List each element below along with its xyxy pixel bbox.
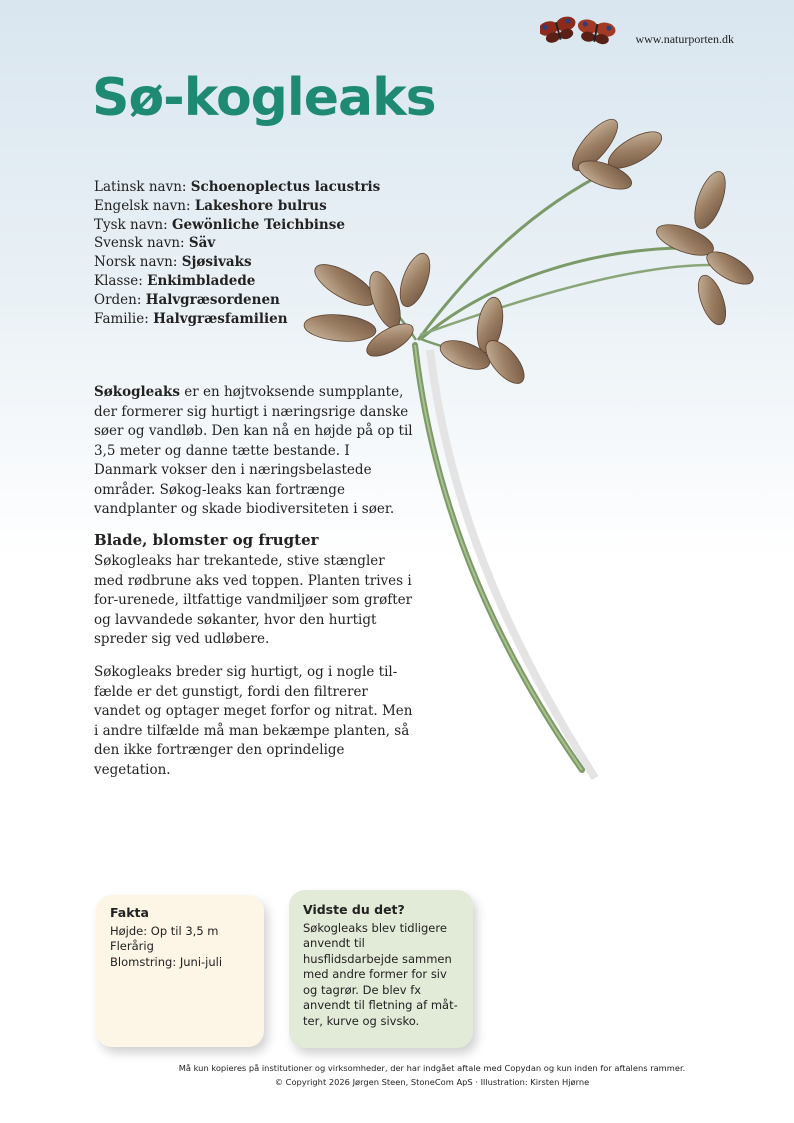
section-paragraph-2: Søkogleaks breder sig hurtigt, og i nogle til-fælde er det gunstigt, fordi den filtrerer vandet og optager meget forfor og nitrat. Men i andre tilfælde må man bekæmpe planten, så den ikke fortrænger den oprindelige vegetation. [94, 664, 413, 778]
vidste-heading: Vidste du det? [303, 902, 405, 917]
page-title: Sø-kogleaks [92, 68, 436, 128]
fakta-box [96, 895, 264, 1047]
fakta-heading: Fakta [110, 905, 149, 920]
fakta-line-flowering: Blomstring: Juni-juli [110, 954, 223, 969]
name-row-family: Familie: Halvgræsfamilien [94, 310, 288, 327]
footer-copyright: © Copyright 2026 Jørgen Steen, StoneCom ApS · Illustration: Kirsten Hjørne [274, 1077, 590, 1087]
site-url[interactable]: www.naturporten.dk [635, 32, 734, 46]
vidste-box [289, 890, 473, 1048]
name-row-german: Tysk navn: Gewönliche Teichbinse [94, 216, 345, 233]
footer [0, 1061, 794, 1089]
fakta-line-height: Højde: Op til 3,5 m [110, 923, 219, 938]
name-row-class: Klasse: Enkimbladede [94, 272, 256, 289]
butterfly-logo [540, 12, 620, 52]
vidste-text: Søkogleaks blev tidligere anvendt til husflidsdarbejde sammen med andre former for siv og tagrør. De blev fx anvendt til fletning af måt-ter, kurve og sivsko. [303, 920, 458, 1028]
name-row-latin: Latinsk navn: Schoenoplectus lacustris [94, 179, 381, 195]
footer-license: Må kun kopieres på institutioner og virksomheder, der har indgået aftale med Copydan og kun inden for aftalens rammer. [178, 1063, 686, 1073]
intro-paragraph: Søkogleaks er en højtvoksende sumpplante, der formerer sig hurtigt i næringsrige danske søer og vandløb. Den kan nå en højde på op til 3,5 meter og danne tætte bestande. I Danmark vokser den i næringsbelastede områder. Søkog-leaks kan fortrænge vandplanter og skade biodiversiteten i søer. [94, 384, 413, 517]
name-row-english: Engelsk navn: Lakeshore bulrus [94, 197, 327, 214]
name-row-swedish: Svensk navn: Säv [94, 235, 216, 252]
fakta-line-perennial: Flerårig [110, 939, 154, 953]
section-heading: Blade, blomster og frugter [94, 531, 319, 549]
name-row-norwegian: Norsk navn: Sjøsivaks [94, 254, 252, 271]
section-paragraph-1: Søkogleaks har trekantede, stive stængler med rødbrune aks ved toppen. Planten trives i for-urenede, iltfattige vandmiljøer som grøfter og lavvandede søkanter, hvor den hurtigt spreder sig ved udløbere. [94, 553, 413, 647]
name-row-order: Orden: Halvgræsordenen [94, 291, 280, 308]
